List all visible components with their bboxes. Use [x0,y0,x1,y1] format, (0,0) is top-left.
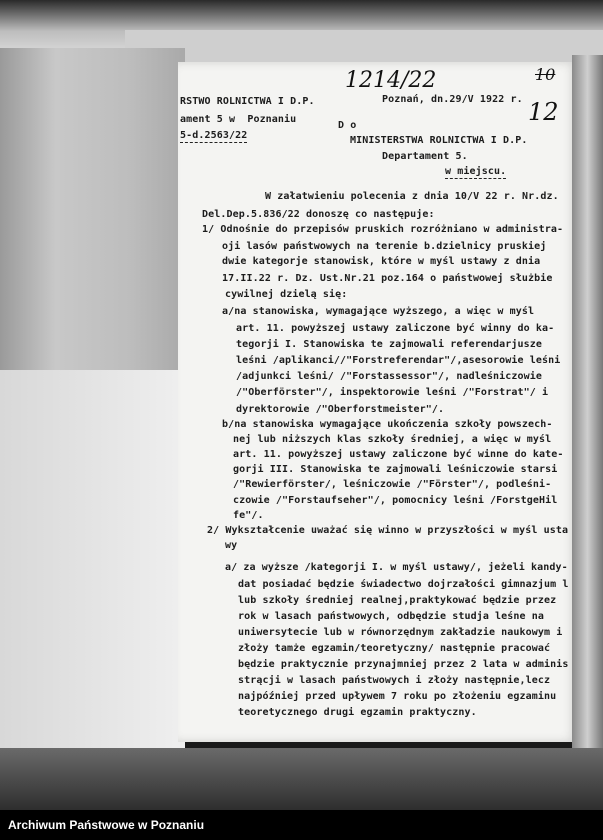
body-line: wy [225,540,238,551]
body-line: 17.II.22 r. Dz. Ust.Nr.21 poz.164 o państwowej służbie [222,273,553,284]
body-line: dat posiadać będzie świadectwo dojrzałości gimnazjum l [238,579,569,590]
body-line: złoży tamże egzamin/teoretyczny/ następnie pracować [238,643,551,654]
color-scale-strip [0,748,603,810]
body-line: 2/ Wykształcenie uważać się winno w przyszłości w myśl usta [207,525,569,536]
body-line: 1/ Odnośnie do przepisów pruskich rozróżniano w administra- [202,224,564,235]
body-line: a/na stanowiska, wymagające wyższego, a więc w myśl [222,306,535,317]
body-line: uniwersytecie lub w równorzędnym zakładzie naukowym i [238,627,563,638]
date-line: Poznań, dn.29/V 1922 r. [382,94,523,105]
body-line: rok w lasach państwowych, odbędzie studja leśne na [238,611,545,622]
body-line: tegorji I. Stanowiska te zajmowali referendarjusze [236,339,543,350]
body-line: fe"/. [233,510,264,521]
body-line: czowie /"Forstaufseher"/, pomocnicy leśni /ForstgeHil [233,495,558,506]
body-line: dwie kategorje stanowisk, które w myśl ustawy z dnia [222,256,541,267]
document-page [178,62,578,742]
body-line: teoretycznego drugi egzamin praktyczny. [238,707,477,718]
archive-credit: Archiwum Państwowe w Poznaniu [8,818,205,832]
body-line: leśni /aplikanci//"Forstreferendar"/,asesorowie leśni [236,355,561,366]
handwritten-page-number: 12 [528,98,559,126]
body-line: W załatwieniu polecenia z dnia 10/V 22 r. Nr.dz. [265,191,559,202]
body-line: najpóźniej przed upływem 7 roku po złożeniu egzaminu [238,691,557,702]
addressee-line: Departament 5. [382,151,468,162]
overlapping-sheet-left-lower [0,370,185,750]
body-line: będzie praktycznie przynajmniej przez 2 lata w adminis [238,659,569,670]
addressee-line: D o [338,120,357,131]
handwritten-file-number: 1214/22 [345,68,437,93]
body-line: Del.Dep.5.836/22 donoszę co następuje: [202,209,435,220]
body-line: /"Rewierförster/, leśniczowie /"Förster"/, podleśni- [233,479,552,490]
body-line: art. 11. powyższej ustawy zaliczone być winny do ka- [236,323,555,334]
body-line: nej lub niższych klas szkoły średniej, a więc w myśl [233,434,552,445]
body-line: strącji w lasach państwowych i złoży następnie,lecz [238,675,551,686]
body-line: oji lasów państwowych na terenie b.dzielnicy pruskiej [222,241,547,252]
reference-number: 5-d.2563/22 [180,130,248,141]
body-line: b/na stanowiska wymagające ukończenia szkoły powszech- [222,419,553,430]
body-line: /adjunkci leśni/ /"Forstassessor"/, nadleśniczowie [236,371,543,382]
body-line: lub szkoły średniej realnej,praktykować będzie przez [238,595,557,606]
addressee-line: MINISTERSTWA ROLNICTWA I D.P. [350,135,528,146]
page-edge [572,55,603,755]
letterhead-line: RSTWO ROLNICTWA I D.P. [180,96,315,107]
body-line: /"Oberförster"/, inspektorowie leśni /"Forstrat"/ i [236,387,549,398]
body-line: gorji III. Stanowiska te zajmowali leśniczowie starsi [233,464,558,475]
body-line: art. 11. powyższej ustawy zaliczone być winne do kate- [233,449,564,460]
body-line: cywilnej dzielą się: [225,289,348,300]
handwritten-crossed-number: 10 [535,65,556,84]
body-line: a/ za wyższe /kategorji I. w myśl ustawy/, jeżeli kandy- [225,562,568,573]
letterhead-line: ament 5 w Poznaniu [180,114,297,125]
addressee-line: w miejscu. [445,166,507,177]
body-line: dyrektorowie /"Oberforstmeister"/. [236,404,445,415]
